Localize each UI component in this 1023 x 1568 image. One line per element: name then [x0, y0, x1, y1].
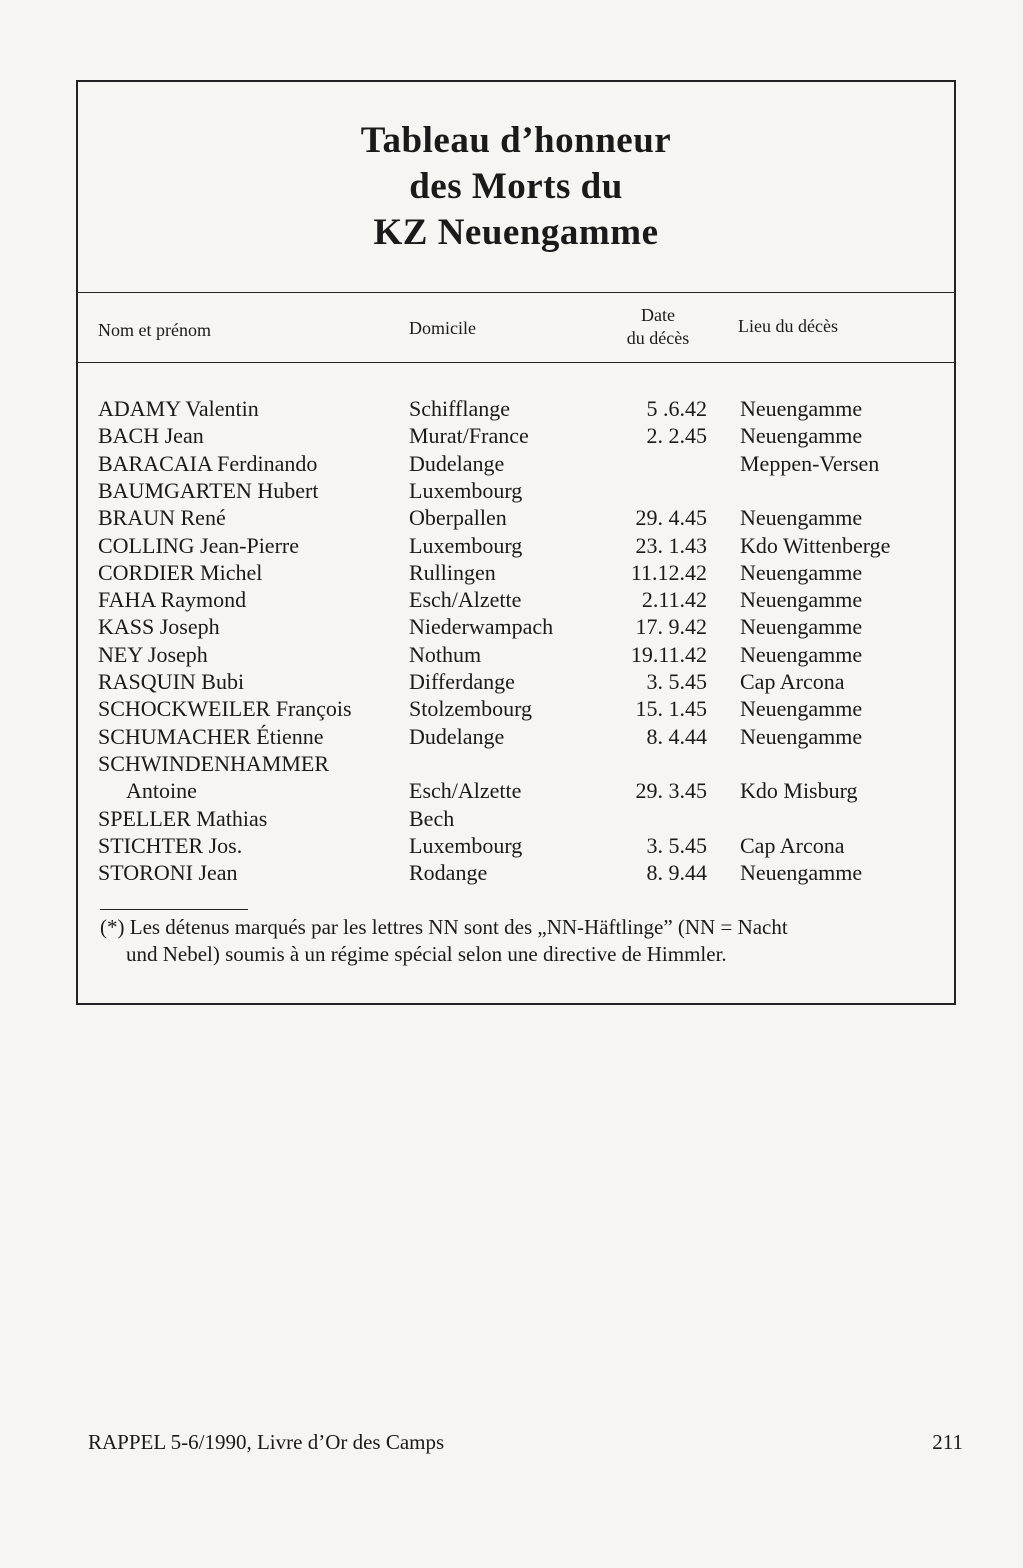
date-cell: 19.11.42 — [630, 641, 707, 667]
name-cell: FAHA Raymond — [98, 587, 247, 613]
domicile-cell: Oberpallen — [409, 505, 507, 531]
domicile-cell: Luxembourg — [409, 532, 523, 558]
name-cell: SCHUMACHER Étienne — [98, 723, 324, 749]
date-cell: 3. 5.45 — [646, 832, 707, 858]
table-title — [78, 118, 954, 256]
header-lieu: Lieu du décès — [738, 316, 838, 336]
domicile-cell: Nothum — [409, 641, 482, 667]
date-cell: 5 .6.42 — [646, 396, 707, 421]
table-row — [78, 532, 954, 559]
domicile-cell: Stolzembourg — [409, 696, 533, 722]
place-cell: Kdo Wittenberge — [740, 532, 891, 558]
footnote — [100, 914, 918, 968]
place-cell: Cap Arcona — [740, 669, 845, 694]
place-cell: Cap Arcona — [740, 832, 845, 858]
domicile-cell: Dudelange — [409, 450, 505, 476]
date-cell: 29. 4.45 — [635, 505, 707, 531]
table-row — [78, 695, 954, 722]
name-cell: BARACAIA Ferdinando — [98, 450, 318, 476]
name-continuation: Antoine — [126, 778, 197, 804]
footnote-line: und Nebel) soumis à un régime spécial selon une directive de Himmler. — [126, 942, 727, 966]
place-cell: Meppen-Versen — [740, 450, 880, 476]
name-cell: STORONI Jean — [98, 860, 238, 886]
header-domicile: Domicile — [409, 318, 476, 338]
name-cell: NEY Joseph — [98, 641, 208, 667]
divider — [78, 292, 954, 293]
domicile-cell: Schifflange — [409, 396, 511, 421]
table-row — [78, 641, 954, 668]
place-cell: Neuengamme — [740, 559, 863, 585]
domicile-cell: Rullingen — [409, 559, 496, 585]
date-cell: 8. 4.44 — [646, 723, 707, 749]
footnote-line: (*) Les détenus marqués par les lettres NN sont des „NN-Häftlinge” (NN = Nacht — [100, 915, 788, 939]
header-date-line: du décès — [626, 328, 690, 348]
table-row — [78, 613, 954, 640]
table-row — [78, 805, 954, 832]
table-row — [78, 504, 954, 531]
table-row — [78, 750, 954, 804]
domicile-cell: Dudelange — [409, 723, 505, 749]
date-cell: 23. 1.43 — [635, 532, 707, 558]
title-line: Tableau d’honneur — [360, 120, 672, 161]
table-row — [78, 559, 954, 586]
place-cell: Neuengamme — [740, 696, 863, 722]
table-row — [78, 450, 954, 477]
table-row — [78, 395, 954, 422]
domicile-cell: Rodange — [409, 860, 488, 886]
date-cell: 8. 9.44 — [646, 860, 707, 886]
footer-source: RAPPEL 5-6/1990, Livre d’Or des Camps — [88, 1430, 445, 1454]
date-cell: 3. 5.45 — [646, 669, 707, 694]
name-cell: RASQUIN Bubi — [98, 669, 245, 694]
header-name: Nom et prénom — [98, 320, 211, 340]
date-cell: 29. 3.45 — [635, 778, 707, 804]
name-cell: BAUMGARTEN Hubert — [98, 477, 319, 503]
divider — [78, 362, 954, 363]
table-row — [78, 422, 954, 449]
header-date — [618, 304, 698, 350]
name-cell: BACH Jean — [98, 423, 204, 449]
table-row — [78, 586, 954, 613]
table-row — [78, 723, 954, 750]
table-row — [78, 668, 954, 695]
place-cell: Neuengamme — [740, 860, 863, 886]
place-cell: Neuengamme — [740, 641, 863, 667]
honor-roll-table — [76, 80, 956, 1005]
name-cell: BRAUN René — [98, 505, 226, 531]
date-cell: 11.12.42 — [630, 559, 707, 585]
date-cell: 15. 1.45 — [635, 696, 707, 722]
place-cell: Neuengamme — [740, 614, 863, 640]
header-date-line: Date — [641, 305, 675, 325]
domicile-cell: Differdange — [409, 669, 515, 694]
name-cell: ADAMY Valentin — [98, 396, 259, 421]
table-row — [78, 477, 954, 504]
domicile-cell: Murat/France — [409, 423, 529, 449]
title-line: des Morts du — [409, 166, 623, 207]
domicile-cell: Esch/Alzette — [409, 587, 522, 613]
name-cell: KASS Joseph — [98, 614, 220, 640]
name-cell: CORDIER Michel — [98, 559, 263, 585]
domicile-cell: Luxembourg — [409, 832, 523, 858]
name-cell: SPELLER Mathias — [98, 805, 268, 831]
name-cell: STICHTER Jos. — [98, 832, 243, 858]
date-cell: 2.11.42 — [641, 587, 707, 613]
table-row — [78, 832, 954, 859]
page-number: 211 — [932, 1430, 963, 1454]
place-cell: Neuengamme — [740, 723, 863, 749]
domicile-cell: Esch/Alzette — [409, 778, 522, 804]
place-cell: Neuengamme — [740, 587, 863, 613]
name-cell: COLLING Jean-Pierre — [98, 532, 299, 558]
date-cell: 2. 2.45 — [646, 423, 707, 449]
name-cell: SCHWINDENHAMMER — [98, 750, 329, 776]
domicile-cell: Luxembourg — [409, 477, 523, 503]
domicile-cell: Niederwampach — [409, 614, 554, 640]
footnote-rule — [100, 909, 248, 910]
place-cell: Neuengamme — [740, 505, 863, 531]
place-cell: Neuengamme — [740, 423, 863, 449]
name-cell: SCHOCKWEILER François — [98, 696, 352, 722]
domicile-cell: Bech — [409, 805, 455, 831]
title-line: KZ Neuengamme — [373, 212, 659, 253]
table-row — [78, 859, 954, 886]
date-cell: 17. 9.42 — [635, 614, 707, 640]
place-cell: Kdo Misburg — [740, 778, 858, 804]
place-cell: Neuengamme — [740, 396, 863, 421]
